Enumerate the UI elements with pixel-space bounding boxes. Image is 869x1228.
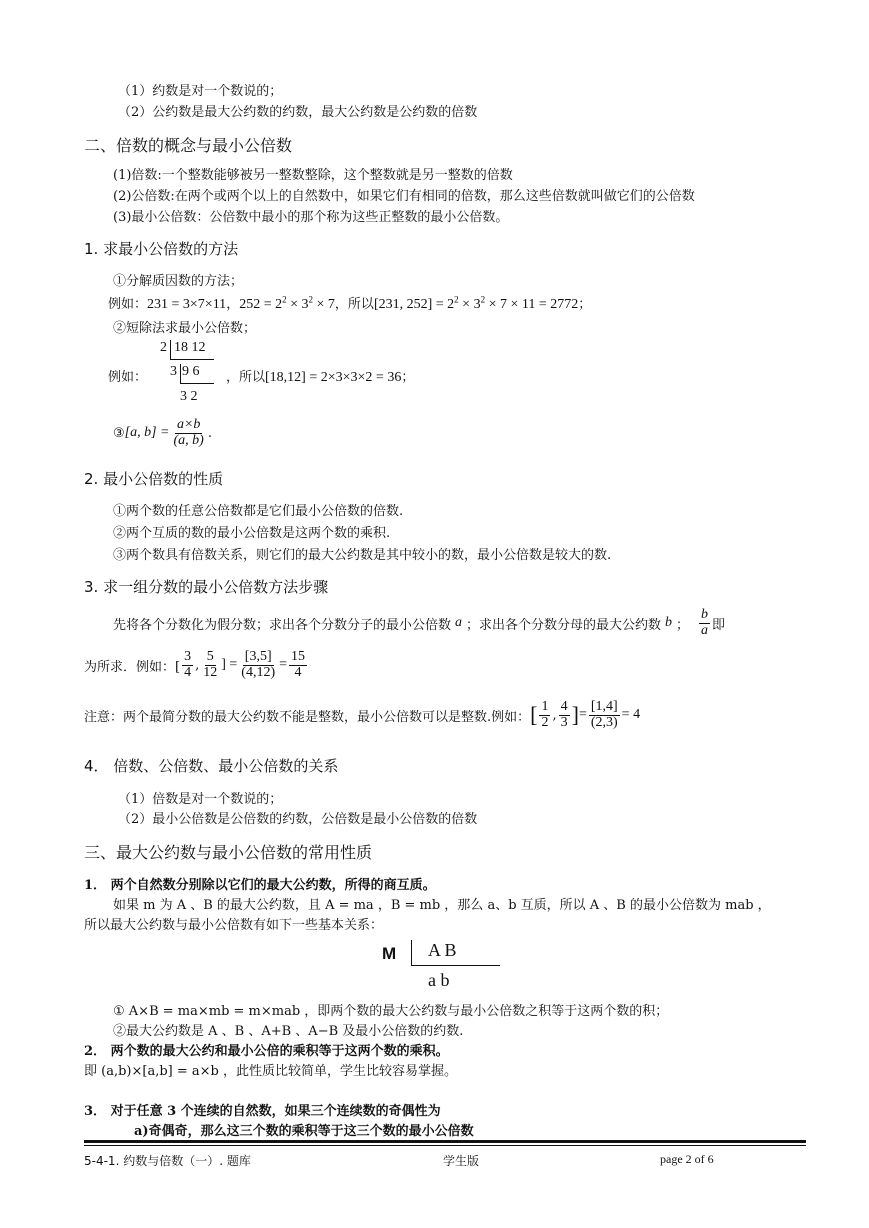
division-row-3: 3 2 (180, 389, 198, 404)
diagram-m: M (382, 944, 397, 963)
footer-page-number: page 2 of 6 (660, 1152, 714, 1166)
property-3-1-item-2: ②最大公约数是 A 、B 、A+B 、A−B 及最小公倍数的约数. (113, 1024, 464, 1039)
property-3-1-line-1: 如果 m 为 A 、B 的最大公约数，且 A = ma ，B = mb ，那么 a、b 互质，所以 A 、B 的最小公倍数为 mab ， (113, 898, 771, 913)
property-3-3-title: 3． 对于任意 3 个连续的自然数，如果三个连续数的奇偶性为 (84, 1104, 441, 1119)
lcm-formula: ③ [a, b] = $\frac{a\times b}{(a, b)}$ . (113, 417, 212, 448)
division-row-2: 9 6 (182, 364, 200, 379)
method-step-2: ②短除法求最小公倍数； (113, 321, 257, 336)
property-3-1-line-2: 所以最大公约数与最小公倍数有如下一些基本关系： (84, 918, 384, 933)
section-2-title: 二、倍数的概念与最小公倍数 (84, 136, 293, 155)
example-1: 例如：231 = 3×7×11，$252 = 2^2 \times 3^2 \times 7$，所以[231, $252] = 2^2 \times 3^2 \times 7 \times 11 = 2772$； (108, 294, 592, 312)
properties-title: 2. 最小公倍数的性质 (84, 470, 224, 488)
top-item-1: （1）约数是对一个数说的； (118, 84, 283, 99)
definition-multiple: (1)倍数:一个整数能够被另一整数整除，这个整数就是另一整数的倍数 (113, 168, 513, 183)
footer-rule-thin (84, 1145, 806, 1146)
section-3-title: 三、最大公约数与最小公倍数的常用性质 (84, 843, 373, 862)
method-step-1: ①分解质因数的方法； (113, 274, 244, 289)
division-hline-1 (170, 359, 214, 360)
property-3: ③两个数具有倍数关系，则它们的最大公约数是其中较小的数，最小公倍数是较大的数. (113, 548, 612, 563)
method-title: 1. 求最小公倍数的方法 (84, 240, 239, 258)
property-3-1-title: 1． 两个自然数分别除以它们的最大公约数，所得的商互质。 (84, 878, 436, 893)
relation-1: （1）倍数是对一个数说的； (118, 792, 283, 807)
fractions-note: 注意：两个最简分数的最大公约数不能是整数，最小公倍数可以是整数.例如： [ $\frac{1}{2}$ , $\frac{4}{3}$ ] = $\frac{[1,4]}{(2,3)}$ = 4 (84, 699, 641, 730)
division-row-1: 18 12 (174, 340, 206, 355)
relation-2: （2）最小公倍数是公倍数的约数，公倍数是最小公倍数的倍数 (118, 812, 478, 827)
fractions-title: 3. 求一组分数的最小公倍数方法步骤 (84, 578, 329, 596)
footer-center: 学生版 (443, 1154, 480, 1168)
division-row-2-divisor: 3 (170, 364, 177, 379)
diagram-bottom: a b (428, 970, 450, 990)
division-row-1-divisor: 2 (160, 340, 167, 355)
top-item-2: （2）公约数是最大公约数的约数，最大公约数是公约数的倍数 (118, 105, 478, 120)
footer-left: 5-4-1. 约数与倍数（一）. 题库 (84, 1154, 251, 1168)
property-3-1-item-1: ① A×B = ma×mb = m×mab ，即两个数的最大公约数与最小公倍数之积等于这两个数的积； (113, 1004, 669, 1019)
diagram-vline (411, 940, 412, 966)
division-vline-1 (170, 340, 171, 360)
definition-common-multiple: (2)公倍数:在两个或两个以上的自然数中，如果它们有相同的倍数，那么这些倍数就叫做它们的公倍数 (113, 189, 695, 204)
diagram-top: A B (428, 940, 457, 960)
division-vline-2 (180, 364, 181, 384)
example-2-result: ，所以[18,12] = 2×3×3×2 = 36； (226, 370, 415, 385)
relations-title: 4． 倍数、公倍数、最小公倍数的关系 (84, 757, 339, 775)
property-1: ①两个数的任意公倍数都是它们最小公倍数的倍数. (113, 504, 404, 519)
division-hline-2 (180, 383, 214, 384)
definition-lcm: (3)最小公倍数：公倍数中最小的那个称为这些正整数的最小公倍数。 (113, 210, 509, 225)
fractions-example: 为所求．例如：[ $\frac{3}{4}$ , $\frac{5}{12}$ ] = $\frac{[3,5]}{(4,12)}$ = $\frac{15}{4}$ (84, 649, 306, 680)
property-3-2-title: 2． 两个数的最大公约和最小公倍的乘积等于这两个数的乘积。 (84, 1044, 449, 1059)
property-3-2-line: 即 (a,b)×[a,b] = a×b ，此性质比较简单，学生比较容易掌握。 (84, 1064, 457, 1079)
example-2-prefix: 例如： (108, 370, 148, 385)
property-2: ②两个互质的数的最小公倍数是这两个数的乘积. (113, 526, 391, 541)
diagram-hline (411, 965, 500, 966)
fractions-line-1: 先将各个分数化为假分数；求出各个分数分子的最小公倍数 a ；求出各个分数分母的最大公约数 b ； $\frac{b}{a}$ 即 (113, 607, 726, 638)
footer-rule-thick (84, 1140, 806, 1143)
property-3-3-case-a: a)奇偶奇，那么这三个数的乘积等于这三个数的最小公倍数 (134, 1124, 474, 1139)
